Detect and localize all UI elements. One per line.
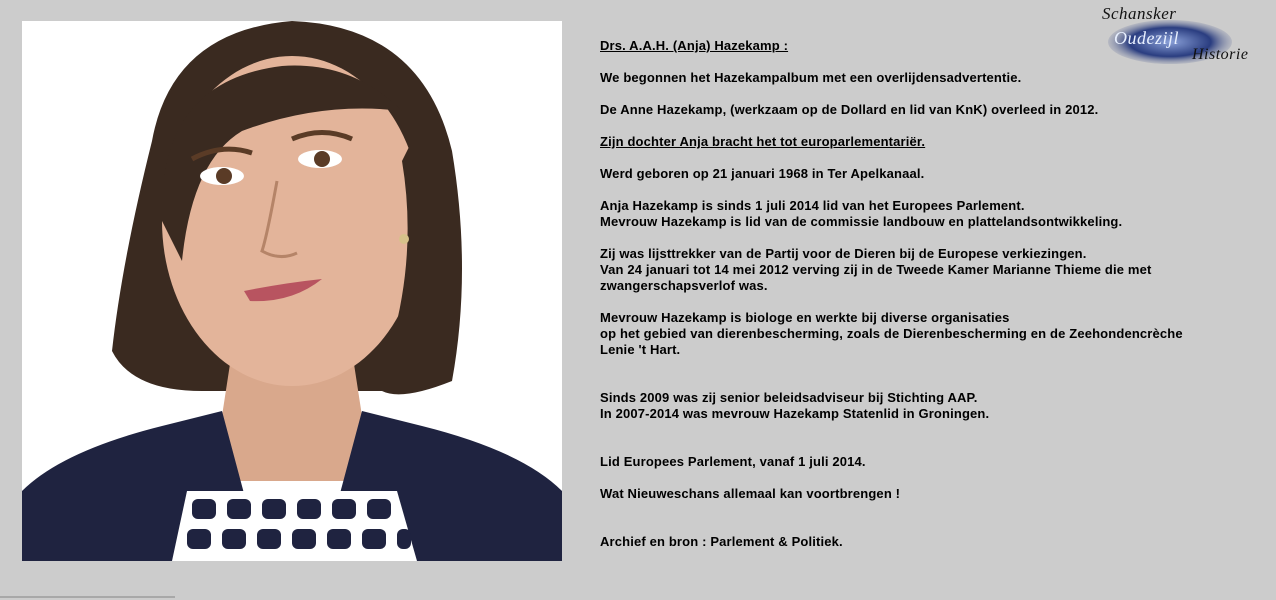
- logo-text-schansker: Schansker: [1102, 4, 1177, 23]
- paragraph-nieuweschans: Wat Nieuweschans allemaal kan voortbrengen !: [600, 486, 901, 501]
- paragraph-father: De Anne Hazekamp, (werkzaam op de Dollard en lid van KnK) overleed in 2012.: [600, 102, 1099, 117]
- paragraph-biology: Mevrouw Hazekamp is biologe en werkte bij diverse organisaties op het gebied van dierenbescherming, zoals de Dierenbescherming en de Zeehondencrèche Lenie 't Hart.: [600, 310, 1183, 357]
- paragraph-birth: Werd geboren op 21 januari 1968 in Ter Apelkanaal.: [600, 166, 925, 181]
- portrait-photo: [22, 21, 562, 561]
- article-heading: Drs. A.A.H. (Anja) Hazekamp :: [600, 38, 789, 53]
- paragraph-source: Archief en bron : Parlement & Politiek.: [600, 534, 843, 549]
- portrait-illustration: [22, 21, 562, 561]
- paragraph-daughter: Zijn dochter Anja bracht het tot europarlementariër.: [600, 134, 926, 149]
- paragraph-member: Lid Europees Parlement, vanaf 1 juli 2014.: [600, 454, 866, 469]
- paragraph-album: We begonnen het Hazekampalbum met een overlijdensadvertentie.: [600, 70, 1022, 85]
- logo-text-oudezijl: Oudezijl: [1114, 28, 1179, 48]
- paragraph-career: Sinds 2009 was zij senior beleidsadviseur bij Stichting AAP. In 2007-2014 was mevrouw Hazekamp Statenlid in Groningen.: [600, 390, 990, 421]
- bottom-divider: [0, 596, 175, 598]
- article-text: [600, 38, 1270, 550]
- logo-text-historie: Historie: [1192, 46, 1249, 63]
- paragraph-parliament: Anja Hazekamp is sinds 1 juli 2014 lid van het Europees Parlement. Mevrouw Hazekamp is lid van de commissie landbouw en plattelandsontwikkeling.: [600, 198, 1123, 229]
- paragraph-party: Zij was lijsttrekker van de Partij voor de Dieren bij de Europese verkiezingen. Van 24 januari tot 14 mei 2012 verving zij in de Tweede Kamer Marianne Thieme die met zwangerschapsverlof was.: [600, 246, 1152, 293]
